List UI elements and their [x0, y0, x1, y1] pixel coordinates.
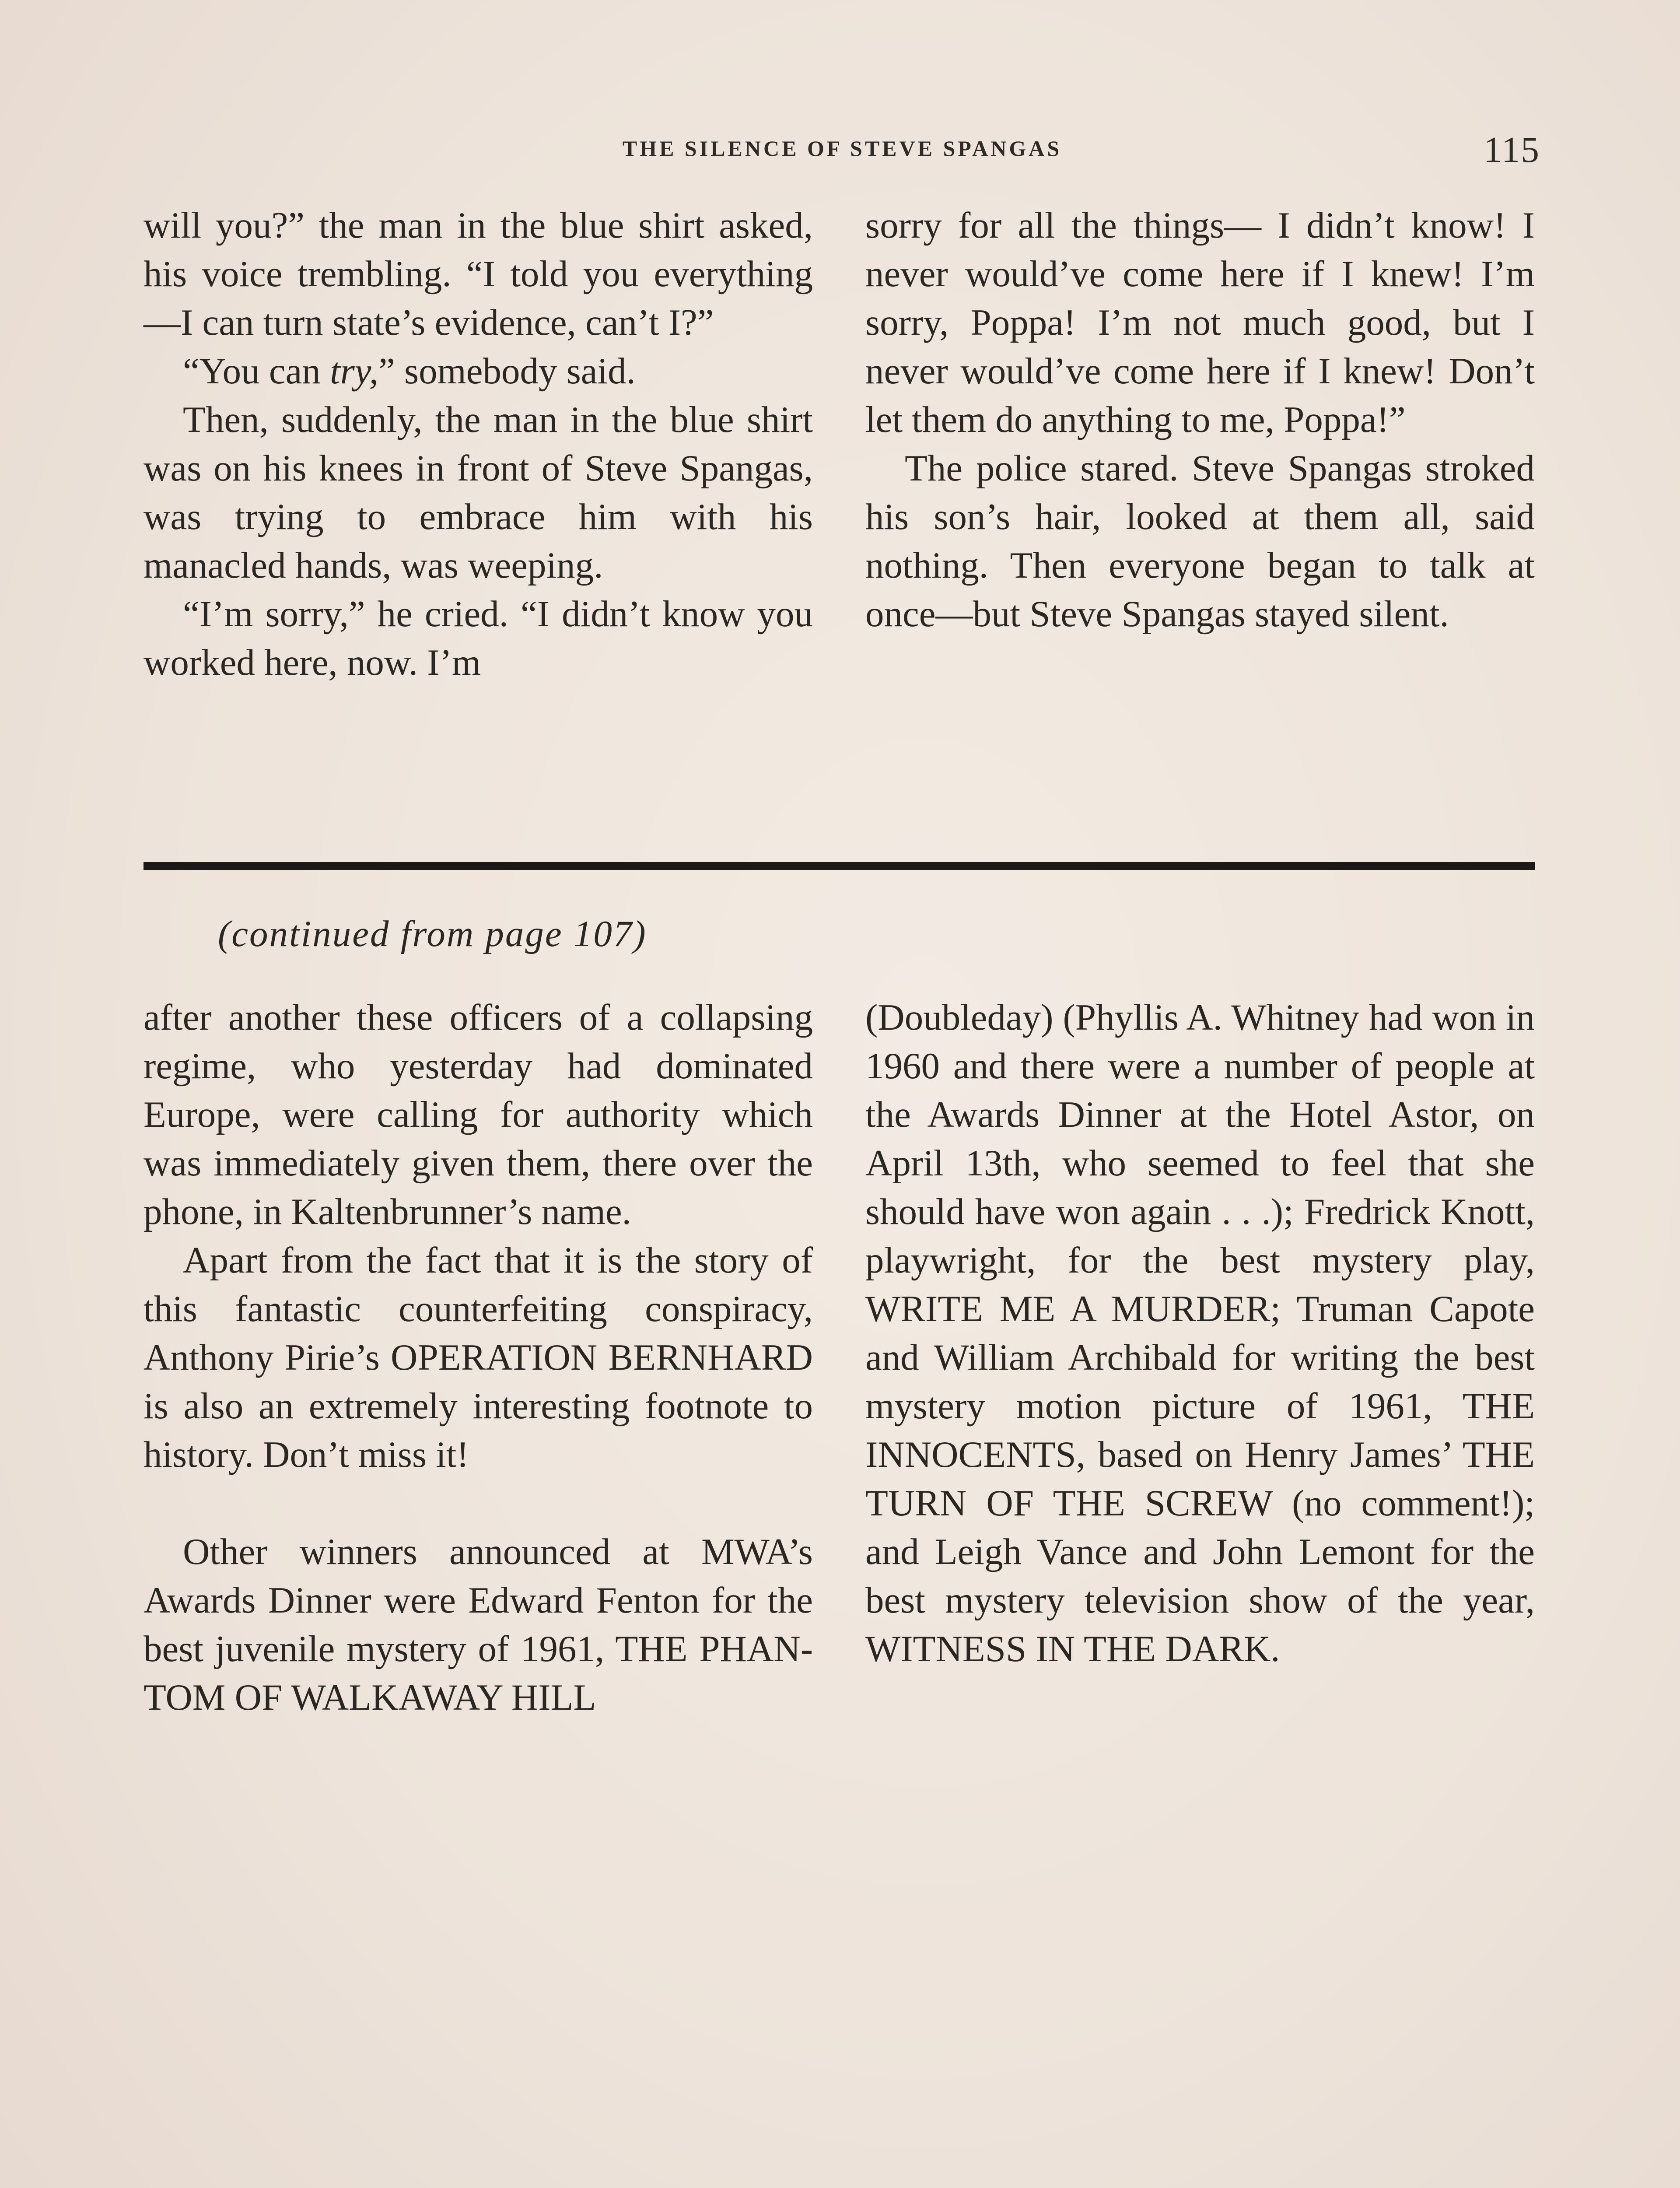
- article-paragraph: (Doubleday) (Phyllis A. Whitney had won in 1960 and there were a number of people at the Awards Dinner at the Hotel Astor, on April 13th, who seemed to feel that she should have won again . . .); Fredrick Knott, playwright, for the best mystery play, WRITE ME A MURDER; Truman Capote and William Archibald for writing the best mystery motion picture of 1961, THE INNOCENTS, based on Henry James’ THE TURN OF THE SCREW (no comment!); and Leigh Vance and John Lemont for the best mystery television show of the year, WITNESS IN THE DARK.: [865, 997, 1535, 1669]
- story-paragraph: “I’m sorry,” he cried. “I didn’t know you worked here, now. I’m: [144, 593, 813, 683]
- story-column-right: [865, 201, 1535, 638]
- continued-column-left: [144, 993, 813, 1722]
- continued-column-right: [865, 993, 1535, 1673]
- story-paragraph: sorry for all the things— I didn’t know! I never would’ve come here if I knew! I’m sorry, Poppa! I’m not much good, but I never would’ve come here if I knew! Don’t let them do anything to me, Poppa!”: [865, 205, 1535, 440]
- story-paragraph: Then, suddenly, the man in the blue shirt was on his knees in front of Steve Spangas, was trying to embrace him with his manacled hands, was weeping.: [144, 399, 813, 586]
- story-paragraph: “You can try,” somebody said.: [183, 351, 636, 392]
- continued-label: (continued from page 107): [218, 913, 647, 954]
- story-paragraph: The police stared. Steve Spangas stroked his son’s hair, looked at them all, said nothing. Then everyone began to talk at once—but Steve Spangas stayed silent.: [865, 448, 1535, 635]
- running-head: THE SILENCE OF STEVE SPANGAS: [622, 136, 1062, 161]
- section-divider: [144, 862, 1535, 870]
- article-paragraph: Other winners announced at MWA’s Awards Dinner were Edward Fenton for the best juvenile mystery of 1961, THE PHANTOM OF WALKAWAY HILL: [144, 1531, 813, 1718]
- page-number: 115: [1484, 130, 1540, 170]
- story-paragraph: will you?” the man in the blue shirt asked, his voice trembling. “I told you everything—I can turn state’s evidence, can’t I?”: [144, 205, 813, 343]
- article-paragraph: Apart from the fact that it is the story of this fantastic counterfeiting conspiracy, Anthony Pirie’s OPERATION BERNHARD is also an extremely interesting footnote to history. Don’t miss it!: [144, 1240, 813, 1475]
- story-column-left: [144, 201, 813, 687]
- page-header: [144, 131, 1540, 184]
- article-paragraph: after another these officers of a collapsing regime, who yesterday had dominated Europe, were calling for authority which was immediately given them, there over the phone, in Kaltenbrunner’s name.: [144, 997, 813, 1232]
